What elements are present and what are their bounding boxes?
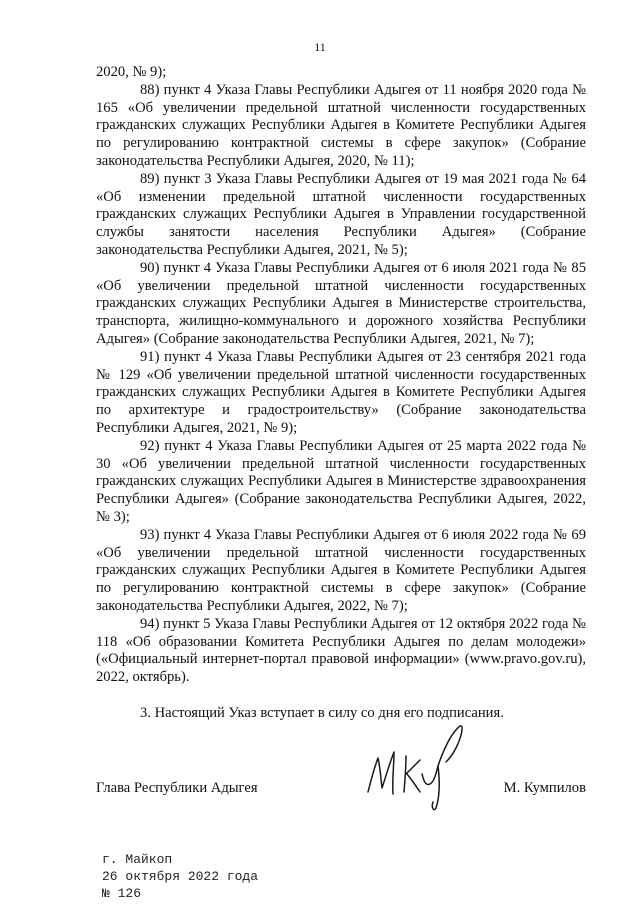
list-item: 91) пункт 4 Указа Главы Республики Адыгея от 23 сентября 2021 года № 129 «Об увеличении предельной штатной численности государственных гражданских служащих Республики Адыгея в Комитете Республики Адыгея по архитектуре и градостроительству» (Собрание законодательства Республики Адыгея, 2021, № 9);	[96, 348, 586, 436]
footer-date: 26 октября 2022 года	[102, 869, 259, 884]
list-item: 88) пункт 4 Указа Главы Республики Адыгея от 11 ноября 2020 года № 165 «Об увеличении предельной штатной численности государственных гражданских служащих Республики Адыгея в Комитете Республики Адыгея по регулированию контрактной системы в сфере закупок» (Собрание законодательства Республики Адыгея, 2020, № 11);	[96, 81, 586, 169]
lead-line: 2020, № 9);	[96, 64, 167, 80]
signatory-name: М. Кумпилов	[503, 780, 586, 796]
signature-block	[96, 780, 586, 800]
list-item: 89) пункт 3 Указа Главы Республики Адыгея от 19 мая 2021 года № 64 «Об изменении предельной штатной численности государственных гражданских служащих Республики Адыгея в Управлении государственной службы занятости населения Республики Адыгея» (Собрание законодательства Республики Адыгея, 2021, № 5);	[96, 170, 586, 258]
document-body	[96, 64, 586, 723]
footer-number: № 126	[102, 886, 142, 901]
list-item: 93) пункт 4 Указа Главы Республики Адыгея от 6 июля 2022 года № 69 «Об увеличении предельной штатной численности государственных гражданских служащих Республики Адыгея в Комитете Республики Адыгея по регулированию контрактной системы в сфере закупок» (Собрание законодательства Республики Адыгея, 2022, № 7);	[96, 526, 586, 614]
page-number: 11	[314, 40, 326, 54]
list-item: 90) пункт 4 Указа Главы Республики Адыгея от 6 июля 2021 года № 85 «Об увеличении предельной штатной численности государственных гражданских служащих Республики Адыгея в Министерстве строительства, транспорта, жилищно-коммунального и дорожного хозяйства Республики Адыгея» (Собрание законодательства Республики Адыгея, 2021, № 7);	[96, 259, 586, 347]
document-footer	[102, 851, 258, 902]
list-item: 94) пункт 5 Указа Главы Республики Адыгея от 12 октября 2022 года № 118 «Об образовании Комитета Республики Адыгея по делам молодежи» («Официальный интернет-портал правовой информации» (www.pravo.gov.ru), 2022, октябрь).	[96, 615, 586, 686]
final-clause: 3. Настоящий Указ вступает в силу со дня его подписания.	[140, 704, 504, 721]
footer-city: г. Майкоп	[102, 852, 173, 867]
signatory-title: Глава Республики Адыгея	[96, 780, 258, 796]
list-item: 92) пункт 4 Указа Главы Республики Адыгея от 25 марта 2022 года № 30 «Об увеличении предельной штатной численности государственных гражданских служащих Республики Адыгея в Министерстве здравоохранения Республики Адыгея» (Собрание законодательства Республики Адыгея, 2022, № 3);	[96, 437, 586, 525]
